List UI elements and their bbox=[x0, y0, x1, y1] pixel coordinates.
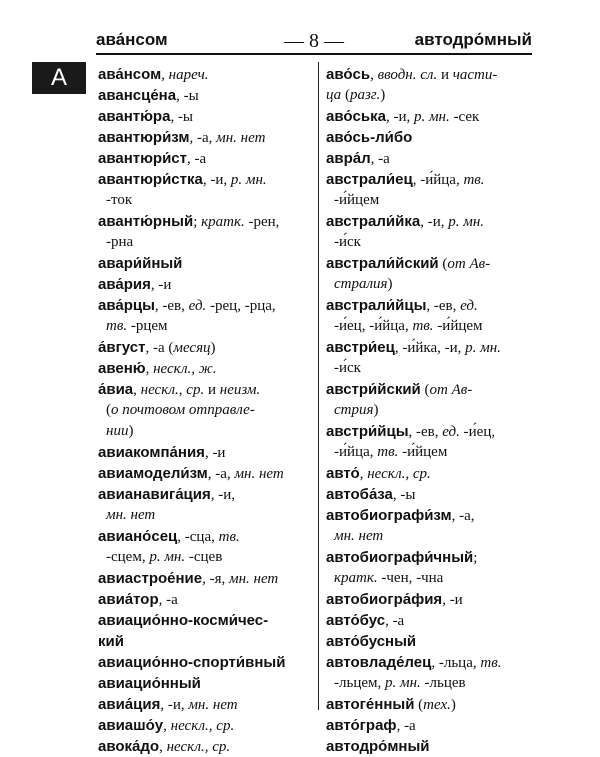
entry-text: , -и, bbox=[420, 214, 449, 230]
headword: ава́рцы bbox=[98, 297, 155, 314]
entry-text: ( bbox=[106, 402, 111, 418]
thumb-tab-letter: А bbox=[50, 64, 67, 91]
entry-line bbox=[98, 316, 316, 337]
entry-line bbox=[98, 358, 316, 379]
entry-text: , bbox=[159, 739, 167, 755]
entry-text: , -а bbox=[385, 613, 405, 629]
grammar-label: части- bbox=[452, 67, 498, 83]
header-last-word: автодро́мный bbox=[414, 30, 532, 49]
headword: автоге́нный bbox=[326, 696, 415, 713]
entry-text: ) bbox=[380, 87, 386, 103]
entry-text: ( bbox=[414, 697, 424, 713]
entry-text: , -ы bbox=[170, 109, 194, 125]
grammar-label: тв. bbox=[412, 318, 434, 334]
grammar-label: от Ав- bbox=[429, 382, 473, 398]
entry-line bbox=[98, 106, 316, 127]
grammar-label: месяц bbox=[173, 340, 211, 356]
entry-text: , -и, bbox=[385, 109, 414, 125]
entry-text: , -льца, bbox=[431, 655, 481, 671]
entry-line bbox=[98, 547, 316, 568]
letter-thumb-tab bbox=[32, 62, 86, 94]
grammar-label: мн. нет bbox=[216, 130, 266, 146]
entry-line bbox=[326, 652, 536, 673]
headword: авари́йный bbox=[98, 255, 183, 272]
grammar-label: ед. bbox=[442, 424, 460, 440]
entry-line bbox=[326, 379, 536, 400]
entry-line bbox=[326, 715, 536, 736]
grammar-label: стралия bbox=[334, 276, 388, 292]
grammar-label: тв. bbox=[480, 655, 502, 671]
entry-text: -и́ец, -и́йца, bbox=[334, 318, 413, 334]
entry-text: -сек bbox=[449, 109, 480, 125]
grammar-label: р. мн. bbox=[448, 214, 485, 230]
entry-text: , -ев, bbox=[426, 298, 461, 314]
grammar-label: разг. bbox=[349, 87, 381, 103]
headword: аво́сь-ли́бо bbox=[326, 129, 413, 146]
grammar-label: неизм. bbox=[219, 382, 261, 398]
entry-line bbox=[98, 337, 316, 358]
entry-line bbox=[326, 106, 536, 127]
entry-text: -и́ец, bbox=[459, 424, 496, 440]
headword: авантю́рный bbox=[98, 213, 194, 230]
entry-line bbox=[98, 589, 316, 610]
entry-text: ) bbox=[210, 340, 216, 356]
grammar-label: нескл., ср. bbox=[140, 382, 205, 398]
entry-text: , -и bbox=[442, 592, 463, 608]
entry-line bbox=[326, 85, 536, 106]
headword: авиано́сец bbox=[98, 528, 178, 545]
headword: австрали́йка bbox=[326, 213, 421, 230]
headword: автобиографи́чный bbox=[326, 549, 474, 566]
entry-line bbox=[98, 232, 316, 253]
entry-text: ) bbox=[373, 402, 379, 418]
entry-line bbox=[98, 85, 316, 106]
grammar-label: мн. нет bbox=[334, 528, 384, 544]
entry-text: , bbox=[163, 718, 171, 734]
entry-line bbox=[326, 295, 536, 316]
entry-line bbox=[326, 337, 536, 358]
grammar-label: тв. bbox=[106, 318, 128, 334]
grammar-label: р. мн. bbox=[230, 172, 267, 188]
headword: а́вгуст bbox=[98, 339, 146, 356]
entry-text: -рна bbox=[106, 234, 134, 250]
headword: авантю́ра bbox=[98, 108, 171, 125]
entry-line bbox=[326, 211, 536, 232]
entry-text: ( bbox=[341, 87, 350, 103]
entry-text: , -а ( bbox=[145, 340, 174, 356]
entry-text: -сцев bbox=[185, 549, 223, 565]
grammar-label: мн. нет bbox=[188, 697, 238, 713]
entry-text: ) bbox=[387, 276, 393, 292]
headword: австри́йский bbox=[326, 381, 421, 398]
headword: авиа́ция bbox=[98, 696, 161, 713]
entry-line bbox=[98, 127, 316, 148]
entry-line bbox=[326, 169, 536, 190]
entry-line bbox=[98, 568, 316, 589]
entry-text: ) bbox=[128, 423, 134, 439]
headword: авто́бус bbox=[326, 612, 386, 629]
entry-text: , -а bbox=[370, 151, 390, 167]
entry-text: , -сца, bbox=[177, 529, 219, 545]
entry-text: -рцем bbox=[127, 318, 168, 334]
headword: авиацио́нно-косми́чес- bbox=[98, 612, 269, 629]
entry-line bbox=[98, 673, 316, 694]
headword: авантюри́стка bbox=[98, 171, 203, 188]
entry-line bbox=[326, 568, 536, 589]
headword: кий bbox=[98, 633, 124, 650]
entry-line bbox=[98, 211, 316, 232]
grammar-label: о почтовом отправле- bbox=[111, 402, 255, 418]
entry-line bbox=[98, 715, 316, 736]
headword: авра́л bbox=[326, 150, 371, 167]
entry-text: , bbox=[370, 67, 378, 83]
entry-line bbox=[326, 589, 536, 610]
right-column bbox=[326, 64, 536, 757]
entry-text: , -и, bbox=[202, 172, 231, 188]
entry-text: -льцем, bbox=[334, 675, 385, 691]
grammar-label: нии bbox=[106, 423, 129, 439]
headword: авто́бусный bbox=[326, 633, 417, 650]
page-number: — 8 — bbox=[284, 30, 344, 52]
headword: авиастрое́ние bbox=[98, 570, 203, 587]
entry-text: , -я, bbox=[202, 571, 230, 587]
entry-text: , -а bbox=[187, 151, 207, 167]
entry-text: , -ы bbox=[176, 88, 199, 104]
grammar-label: ед. bbox=[188, 298, 207, 314]
column-divider bbox=[318, 62, 319, 710]
headword: австрали́йский bbox=[326, 255, 439, 272]
headword: авантюри́зм bbox=[98, 129, 190, 146]
headword: автодро́мный bbox=[326, 738, 430, 755]
entry-text: , -и bbox=[204, 445, 226, 461]
grammar-label: р. мн. bbox=[385, 675, 421, 691]
entry-text: -и́ск bbox=[334, 360, 361, 376]
entry-line bbox=[98, 505, 316, 526]
entry-text: и bbox=[437, 67, 453, 83]
entry-line bbox=[98, 253, 316, 274]
entry-text: , -а bbox=[158, 592, 178, 608]
entry-line bbox=[326, 232, 536, 253]
grammar-label: р. мн. bbox=[465, 340, 501, 356]
entry-line bbox=[326, 610, 536, 631]
headword: авеню́ bbox=[98, 360, 146, 377]
entry-text: -и́йцем bbox=[334, 192, 380, 208]
entry-text: ( bbox=[438, 256, 448, 272]
entry-line bbox=[326, 694, 536, 715]
entry-line bbox=[326, 64, 536, 85]
entry-line bbox=[98, 190, 316, 211]
entry-text: -рен, bbox=[244, 214, 280, 230]
entry-line bbox=[98, 631, 316, 652]
entry-text: , -а, bbox=[207, 466, 235, 482]
entry-text: -и́йца, bbox=[334, 444, 378, 460]
entry-text: ) bbox=[450, 697, 456, 713]
grammar-label: ца bbox=[326, 87, 342, 103]
entry-line bbox=[326, 253, 536, 274]
entry-line bbox=[98, 400, 316, 421]
grammar-label: нареч. bbox=[168, 67, 209, 83]
grammar-label: кратк. bbox=[201, 214, 245, 230]
entry-text: -ток bbox=[106, 192, 133, 208]
entry-line bbox=[326, 127, 536, 148]
entry-text: -и́ск bbox=[334, 234, 361, 250]
entry-text: , bbox=[161, 67, 169, 83]
grammar-label: мн. нет bbox=[106, 507, 156, 523]
headword: авиа́тор bbox=[98, 591, 159, 608]
entry-text: -рец, -рца, bbox=[206, 298, 276, 314]
entry-text: , -и bbox=[150, 277, 172, 293]
headword: австрали́ец bbox=[326, 171, 413, 188]
grammar-label: тв. bbox=[377, 444, 399, 460]
entry-line bbox=[98, 169, 316, 190]
entry-line bbox=[326, 505, 536, 526]
grammar-label: тех. bbox=[423, 697, 451, 713]
headword: авиамодели́зм bbox=[98, 465, 208, 482]
entry-line bbox=[326, 358, 536, 379]
entry-line bbox=[326, 274, 536, 295]
entry-line bbox=[98, 463, 316, 484]
entry-line bbox=[98, 379, 316, 400]
entry-text: , -и, bbox=[160, 697, 189, 713]
entry-text: -и́йцем bbox=[398, 444, 448, 460]
headword: авиакомпа́ния bbox=[98, 444, 205, 461]
entry-text: , -и́йка, -и, bbox=[394, 340, 466, 356]
entry-line bbox=[326, 316, 536, 337]
entry-text: -чен, -чна bbox=[377, 570, 444, 586]
entry-line bbox=[98, 610, 316, 631]
grammar-label: ед. bbox=[460, 298, 478, 314]
entry-text: -льцев bbox=[420, 675, 466, 691]
entry-text: , -а, bbox=[451, 508, 475, 524]
headword: австрали́йцы bbox=[326, 297, 427, 314]
headword: автовладе́лец bbox=[326, 654, 432, 671]
entry-text: , -а, bbox=[189, 130, 217, 146]
headword: автоба́за bbox=[326, 486, 393, 503]
headword: авто́ bbox=[326, 465, 360, 482]
header-rule bbox=[96, 53, 532, 55]
grammar-label: нескл., ср. bbox=[166, 739, 231, 755]
header-first-word: ава́нсом bbox=[96, 30, 168, 49]
headword: автобиогра́фия bbox=[326, 591, 443, 608]
entry-line bbox=[326, 148, 536, 169]
headword: авока́до bbox=[98, 738, 160, 755]
grammar-label: р. мн. bbox=[413, 109, 450, 125]
headword: авто́граф bbox=[326, 717, 397, 734]
entry-text: , bbox=[133, 382, 141, 398]
grammar-label: мн. нет bbox=[229, 571, 279, 587]
headword: австри́ец bbox=[326, 339, 395, 356]
entry-text: ; bbox=[473, 550, 478, 566]
grammar-label: стрия bbox=[334, 402, 374, 418]
entry-line bbox=[326, 673, 536, 694]
grammar-label: тв. bbox=[463, 172, 485, 188]
entry-text: , bbox=[359, 466, 368, 482]
entry-line bbox=[98, 652, 316, 673]
entry-text: и bbox=[204, 382, 220, 398]
entry-text: -сцем, bbox=[106, 549, 150, 565]
entry-text: , -ы bbox=[392, 487, 416, 503]
grammar-label: мн. нет bbox=[234, 466, 284, 482]
headword: ава́рия bbox=[98, 276, 151, 293]
entry-line bbox=[98, 64, 316, 85]
headword: аво́ська bbox=[326, 108, 386, 125]
entry-line bbox=[98, 484, 316, 505]
grammar-label: вводн. сл. bbox=[377, 67, 438, 83]
entry-line bbox=[326, 736, 536, 757]
entry-text: -и́йцем bbox=[433, 318, 483, 334]
entry-line bbox=[326, 190, 536, 211]
entry-line bbox=[326, 631, 536, 652]
headword: авантюри́ст bbox=[98, 150, 187, 167]
entry-line bbox=[98, 295, 316, 316]
entry-line bbox=[98, 526, 316, 547]
grammar-label: нескл., ж. bbox=[153, 361, 217, 377]
headword: а́виа bbox=[98, 381, 134, 398]
grammar-label: тв. bbox=[218, 529, 240, 545]
entry-line bbox=[98, 736, 316, 757]
grammar-label: нескл., ср. bbox=[170, 718, 235, 734]
entry-line bbox=[326, 526, 536, 547]
entry-line bbox=[326, 463, 536, 484]
entry-text: , -и́йца, bbox=[412, 172, 464, 188]
grammar-label: от Ав- bbox=[447, 256, 491, 272]
left-column bbox=[98, 64, 316, 757]
entry-line bbox=[98, 442, 316, 463]
grammar-label: кратк. bbox=[334, 570, 378, 586]
entry-text: ; bbox=[193, 214, 202, 230]
entry-text: , bbox=[145, 361, 154, 377]
headword: австри́йцы bbox=[326, 423, 409, 440]
entry-line bbox=[326, 484, 536, 505]
headword: аво́сь bbox=[326, 66, 371, 83]
entry-text: , -ев, bbox=[408, 424, 443, 440]
headword: авиашо́у bbox=[98, 717, 164, 734]
headword: авиацио́нный bbox=[98, 675, 201, 692]
entry-line bbox=[98, 694, 316, 715]
entry-line bbox=[98, 274, 316, 295]
entry-line bbox=[98, 421, 316, 442]
entry-line bbox=[326, 400, 536, 421]
headword: авансце́на bbox=[98, 87, 177, 104]
headword: автобиографи́зм bbox=[326, 507, 452, 524]
headword: авианавига́ция bbox=[98, 486, 211, 503]
entry-text: , -а bbox=[396, 718, 416, 734]
entry-line bbox=[326, 442, 536, 463]
entry-text: , -и, bbox=[210, 487, 236, 503]
grammar-label: р. мн. bbox=[149, 549, 186, 565]
entry-line bbox=[326, 421, 536, 442]
headword: ава́нсом bbox=[98, 66, 162, 83]
entry-line bbox=[98, 148, 316, 169]
entry-line bbox=[326, 547, 536, 568]
entry-text: ( bbox=[420, 382, 430, 398]
grammar-label: нескл., ср. bbox=[367, 466, 431, 482]
entry-text: , -ев, bbox=[154, 298, 189, 314]
headword: авиацио́нно-спорти́вный bbox=[98, 654, 286, 671]
